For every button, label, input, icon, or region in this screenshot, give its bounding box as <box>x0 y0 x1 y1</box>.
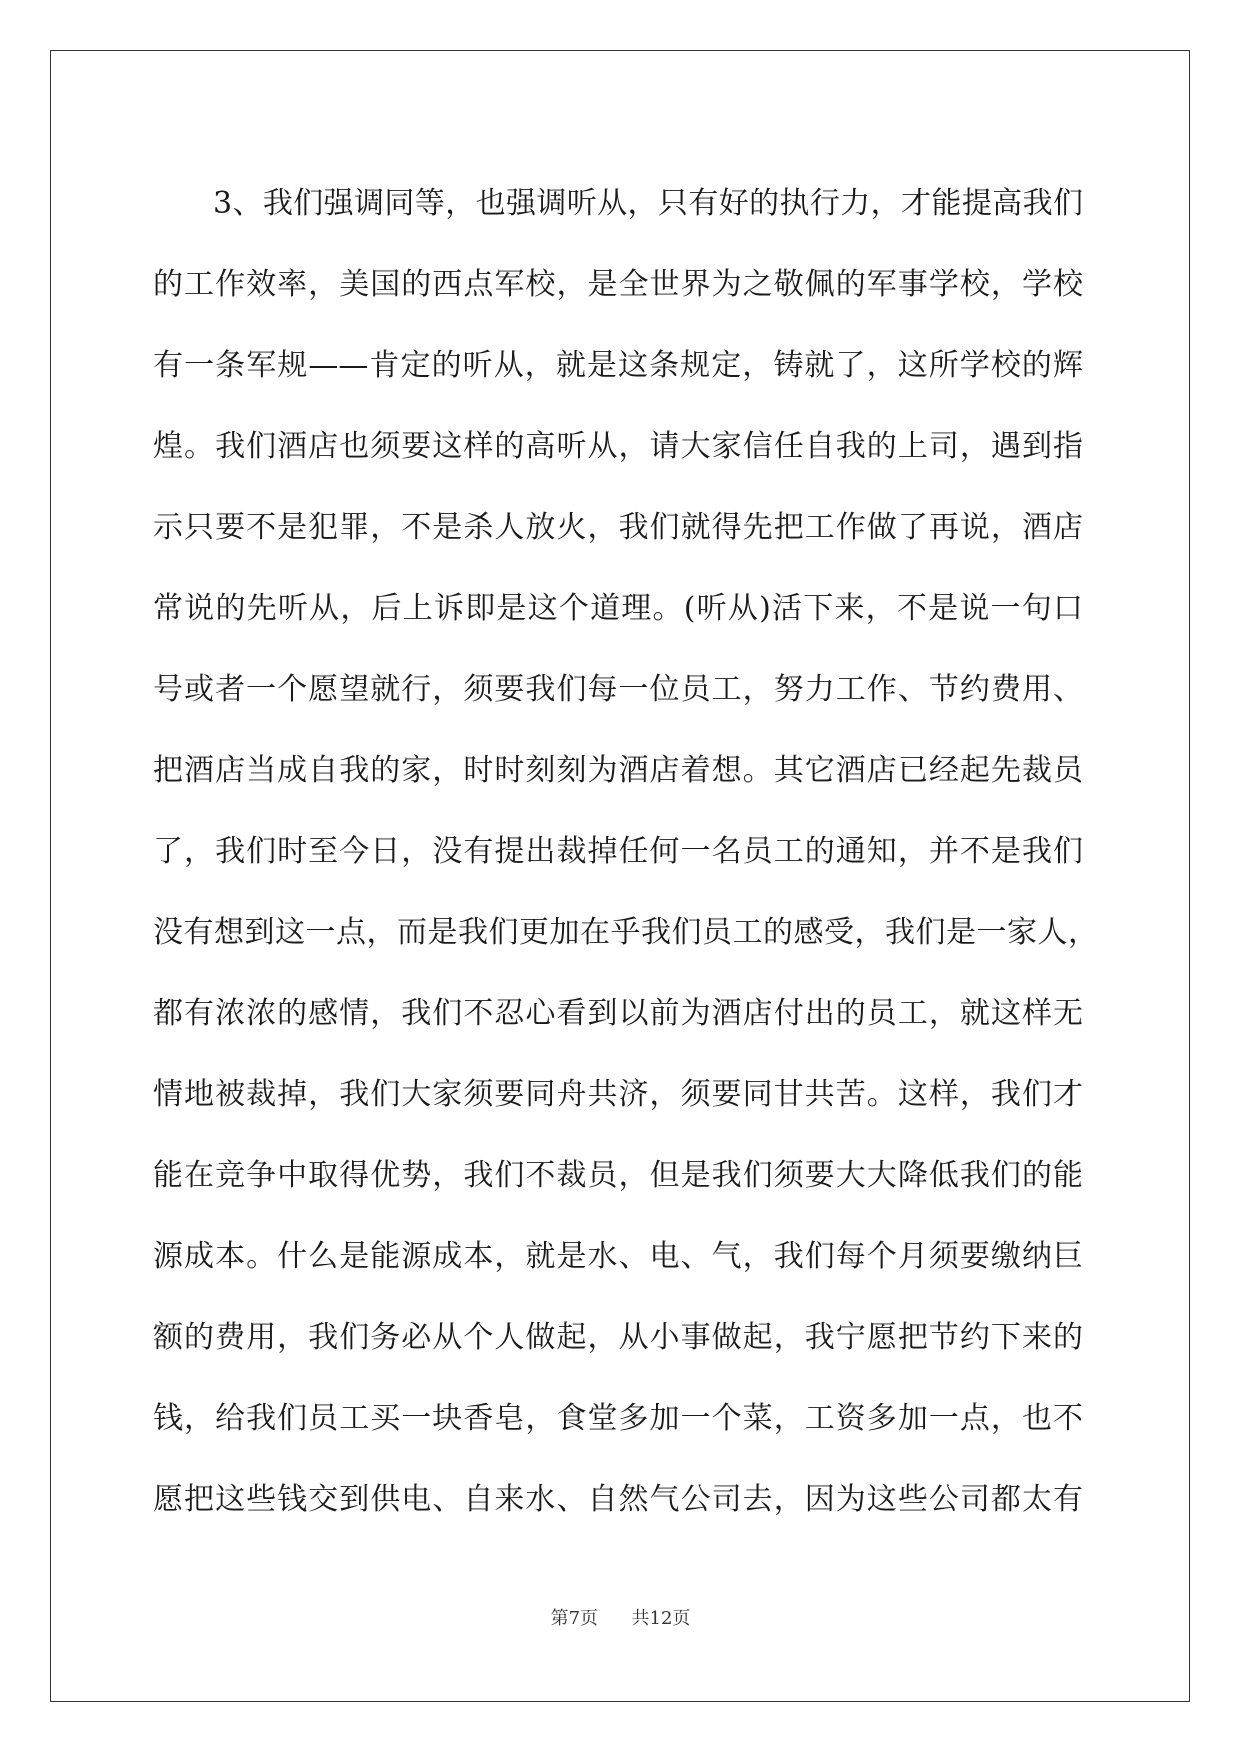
text-line: 钱，给我们员工买一块香皂，食堂多加一个菜，工资多加一点，也不 <box>153 1401 1083 1436</box>
text-line: 源成本。什么是能源成本，就是水、电、气，我们每个月须要缴纳巨 <box>153 1239 1083 1274</box>
text-line: 有一条军规——肯定的听从，就是这条规定，铸就了，这所学校的辉 <box>153 348 1083 383</box>
page-footer <box>0 1604 1241 1630</box>
text-line: 没有想到这一点，而是我们更加在乎我们员工的感受，我们是一家人， <box>153 915 1098 950</box>
text-line: 号或者一个愿望就行，须要我们每一位员工，努力工作、节约费用、 <box>153 672 1083 707</box>
text-line: 把酒店当成自我的家，时时刻刻为酒店着想。其它酒店已经起先裁员 <box>153 753 1083 788</box>
text-line: 额的费用，我们务必从个人做起，从小事做起，我宁愿把节约下来的 <box>153 1320 1083 1355</box>
text-line: 了，我们时至今日，没有提出裁掉任何一名员工的通知，并不是我们 <box>153 834 1083 869</box>
text-line: 愿把这些钱交到供电、自来水、自然气公司去，因为这些公司都太有 <box>153 1482 1083 1517</box>
text-line: 煌。我们酒店也须要这样的高听从，请大家信任自我的上司，遇到指 <box>153 429 1083 464</box>
text-line: 示只要不是犯罪，不是杀人放火，我们就得先把工作做了再说，酒店 <box>153 510 1083 545</box>
text-line: 常说的先听从，后上诉即是这个道理。(听从)活下来，不是说一句口 <box>153 591 1083 626</box>
page-number-current: 第7页 <box>550 1608 599 1629</box>
text-line: 的工作效率，美国的西点军校，是全世界为之敬佩的军事学校，学校 <box>153 267 1083 302</box>
text-line: 都有浓浓的感情，我们不忍心看到以前为酒店付出的员工，就这样无 <box>153 996 1083 1031</box>
text-line: 情地被裁掉，我们大家须要同舟共济，须要同甘共苦。这样，我们才 <box>153 1077 1083 1112</box>
text-line: 能在竞争中取得优势，我们不裁员，但是我们须要大大降低我们的能 <box>153 1158 1083 1193</box>
page-number-total: 共12页 <box>631 1608 691 1629</box>
text-line: 3、我们强调同等，也强调听从，只有好的执行力，才能提高我们 <box>213 186 1083 221</box>
document-body <box>153 163 1098 1540</box>
